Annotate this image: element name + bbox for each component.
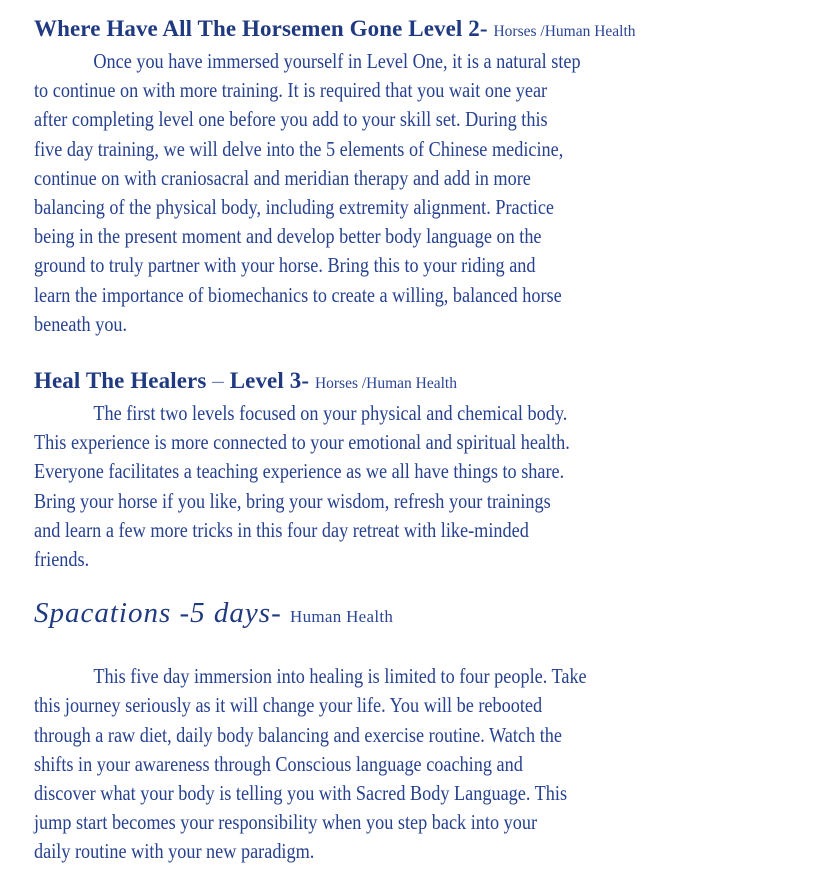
section-heading — [34, 14, 834, 47]
body-line: friends. — [34, 547, 90, 572]
heading-suffix: - — [479, 16, 488, 41]
body-line: ground to truly partner with your horse. Bring this to your riding and — [34, 253, 536, 278]
body-line: five day training, we will delve into the 5 elements of Chinese medicine, — [34, 136, 564, 161]
body-line: Everyone facilitates a teaching experience as we all have things to share. — [34, 459, 565, 484]
heading-category: Horses /Human Health — [493, 23, 636, 40]
body-line: and learn a few more tricks in this four day retreat with like-minded — [34, 517, 529, 542]
section-body — [34, 662, 834, 866]
heading-category: Horses /Human Health — [314, 375, 457, 393]
body-line: after completing level one before you add to your skill set. During this — [34, 107, 548, 132]
body-line: this journey seriously as it will change your life. You will be rebooted — [34, 693, 543, 718]
body-line: through a raw diet, daily body balancing and exercise routine. Watch the — [34, 722, 562, 747]
body-line: This five day immersion into healing is limited to four people. Take — [93, 664, 587, 689]
body-line: Bring your horse if you like, bring your wisdom, refresh your trainings — [34, 488, 551, 513]
heading-title: Where Have All The Horsemen Gone Level 2 — [34, 16, 480, 41]
heading-category: Human Health — [290, 607, 394, 627]
body-line: The first two levels focused on your physical and chemical body. — [93, 401, 568, 426]
body-line: learn the importance of biomechanics to create a willing, balanced horse — [34, 282, 562, 307]
section-level-2 — [34, 14, 834, 339]
body-line: beneath you. — [34, 311, 128, 336]
section-body — [34, 399, 834, 574]
body-line: jump start becomes your responsibility when you step back into your — [34, 810, 538, 835]
body-line: balancing of the physical body, including extremity alignment. Practice — [34, 195, 555, 220]
body-line: daily routine with your new paradigm. — [34, 839, 315, 864]
section-spacer — [34, 574, 834, 595]
section-heading — [34, 366, 834, 399]
heading-title: Spacations -5 days- — [34, 597, 282, 630]
body-line: This experience is more connected to your emotional and spiritual health. — [34, 430, 570, 455]
body-line: being in the present moment and develop better body language on the — [34, 224, 542, 249]
body-line: continue on with craniosacral and meridian therapy and add in more — [34, 165, 531, 190]
heading-dash: – — [212, 368, 224, 394]
body-line: discover what your body is telling you with Sacred Body Language. This — [34, 781, 568, 806]
body-line: Once you have immersed yourself in Level One, it is a natural step — [93, 49, 581, 73]
section-body — [34, 47, 834, 339]
section-spacer — [34, 339, 834, 366]
body-line: to continue on with more training. It is required that you wait one year — [34, 78, 548, 103]
section-level-3 — [34, 366, 834, 574]
heading-spacer — [34, 635, 834, 662]
body-line: shifts in your awareness through Conscious language coaching and — [34, 751, 523, 776]
course-descriptions — [34, 14, 834, 867]
heading-suffix: - — [301, 368, 310, 394]
heading-title: Heal The Healers — [34, 368, 207, 394]
section-heading — [34, 595, 834, 635]
section-spacations — [34, 595, 834, 866]
heading-level: Level 3 — [229, 368, 302, 394]
